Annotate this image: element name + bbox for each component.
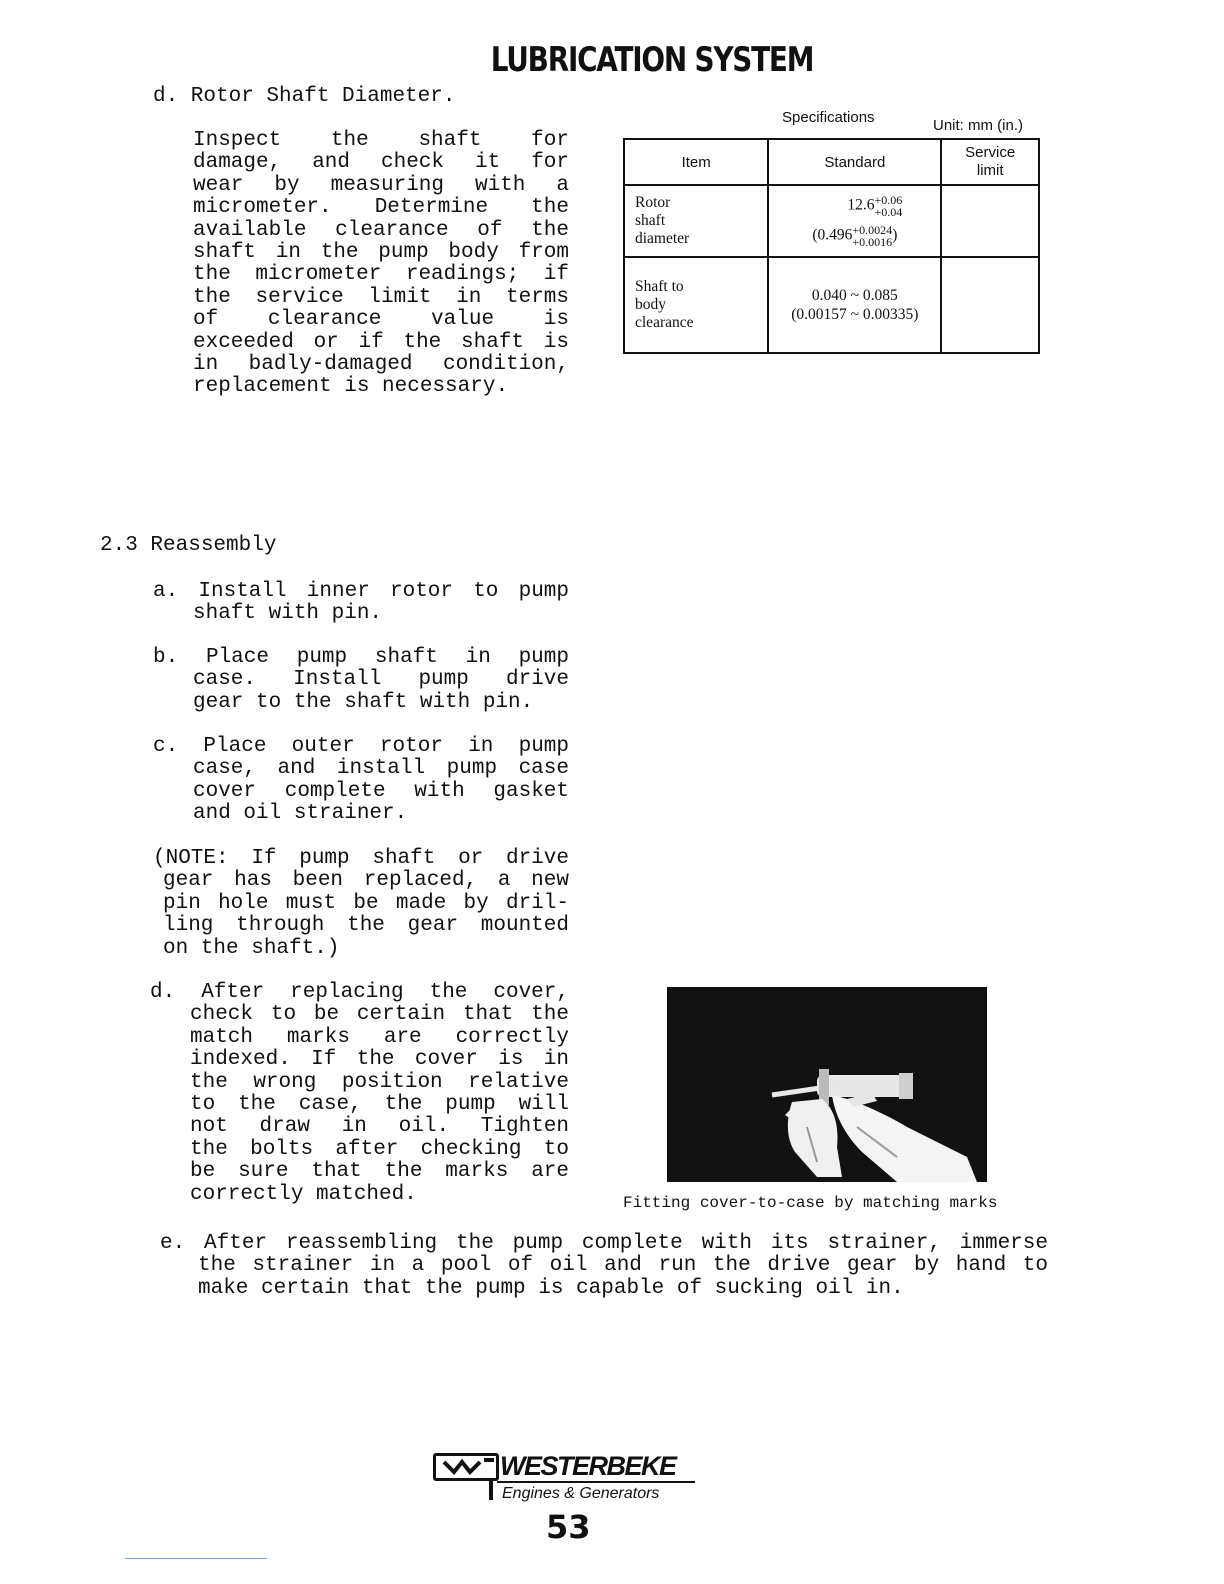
text-line: check to be certain that the (190, 1003, 569, 1027)
text-line: a. Install inner rotor to pump (153, 580, 569, 603)
unit-label: Unit: mm (in.) (933, 117, 1023, 134)
text-line: and oil strainer. (193, 802, 408, 826)
item-line: Rotor (635, 194, 671, 211)
text-line: on the shaft.) (163, 936, 340, 960)
text-line: the micrometer readings; if (193, 263, 569, 287)
item-line: shaft (635, 212, 666, 229)
logo-underline (497, 1481, 695, 1483)
step-d (150, 982, 569, 1206)
logo-wordmark: WESTERBEKE (500, 1451, 676, 1481)
item-line: clearance (635, 314, 694, 331)
text-line: cover complete with gasket (193, 779, 569, 803)
item-line: Shaft to (635, 278, 684, 295)
text-line: the strainer in a pool of oil and run the drive gear by hand to (198, 1254, 1048, 1278)
std-line: (0.00157 ~ 0.00335) (791, 306, 919, 323)
text-line: wear by measuring with a (193, 173, 569, 197)
page-number: 53 (546, 1508, 591, 1546)
tol-upper: +0.0024 (852, 223, 893, 237)
text-line: b. Place pump shaft in pump (153, 646, 569, 669)
cell-service-limit (941, 185, 1039, 257)
text-line: case, and install pump case (193, 757, 569, 781)
text-line: damage, and check it for (193, 151, 569, 175)
std-tolerance (875, 194, 903, 218)
westerbeke-logo-mark (433, 1453, 499, 1481)
logo-tagline: Engines & Generators (502, 1485, 660, 1502)
text-line: c. Place outer rotor in pump (153, 735, 569, 758)
header-item: Item (624, 139, 768, 185)
text-line: to the case, the pump will (190, 1093, 569, 1117)
text-line: the bolts after checking to (190, 1137, 569, 1161)
cell-item (624, 257, 768, 353)
figure-caption: Fitting cover-to-case by matching marks (623, 1194, 998, 1212)
cell-standard (768, 257, 941, 353)
section-d-body (193, 130, 569, 399)
table-row (624, 257, 1039, 353)
text-line: ling through the gear mounted (163, 914, 569, 938)
text-line: exceeded or if the shaft is (193, 330, 569, 354)
text-line: the service limit in terms (193, 285, 569, 309)
text-line: pin hole must be made by dril- (163, 891, 569, 915)
text-line: correctly matched. (190, 1182, 417, 1206)
text-line: available clearance of the (193, 218, 569, 242)
spec-caption: Specifications (782, 109, 875, 126)
page-title: LUBRICATION SYSTEM (490, 40, 814, 80)
section-heading-rotor-shaft: d. Rotor Shaft Diameter. (153, 85, 456, 108)
text-line: d. After replacing the cover, (150, 981, 569, 1004)
text-line: micrometer. Determine the (193, 196, 569, 220)
text-line: gear to the shaft with pin. (193, 690, 534, 714)
text-line: make certain that the pump is capable of sucking oil in. (198, 1276, 904, 1300)
step-e (160, 1233, 1048, 1300)
header-service-limit-line2: limit (976, 162, 1004, 179)
text-line: match marks are correctly (190, 1025, 569, 1049)
text-line: in badly-damaged condition, (193, 353, 569, 377)
text-line: e. After reassembling the pump complete with its strainer, immerse (160, 1232, 1048, 1255)
std-mm-value (809, 194, 940, 218)
logo-stem (489, 1480, 493, 1500)
header-standard: Standard (768, 139, 941, 185)
std-in-value (769, 224, 940, 248)
std-line: 0.040 ~ 0.085 (811, 287, 898, 304)
text-line: case. Install pump drive (193, 668, 569, 692)
header-service-limit-line1: Service (965, 144, 1016, 161)
tol-lower: +0.04 (874, 205, 903, 219)
std-in-base: (0.496 (812, 226, 853, 244)
note-block (153, 848, 569, 960)
std-in-close: ) (892, 226, 898, 244)
logo-w-icon (436, 1456, 496, 1478)
tol-upper: +0.06 (874, 193, 903, 207)
step-a (153, 581, 569, 626)
cell-item (624, 185, 768, 257)
bottom-rule (125, 1558, 267, 1559)
cell-service-limit (941, 257, 1039, 353)
table-row (624, 185, 1039, 257)
table-header-row (624, 139, 1039, 185)
text-line: (NOTE: If pump shaft or drive (153, 847, 569, 870)
tol-lower: +0.0016 (852, 235, 893, 249)
text-line: the wrong position relative (190, 1070, 569, 1094)
item-line: diameter (635, 230, 690, 247)
std-in-tolerance (852, 224, 892, 248)
spec-table (623, 138, 1040, 354)
text-line: Inspect the shaft for (193, 129, 569, 152)
step-b (153, 647, 569, 714)
text-line: gear has been replaced, a new (163, 869, 569, 893)
text-line: shaft in the pump body from (193, 241, 569, 265)
text-line: of clearance value is (193, 308, 569, 332)
text-line: indexed. If the cover is in (190, 1048, 569, 1072)
section-heading-reassembly: 2.3 Reassembly (100, 534, 277, 557)
hands-fitting-cover-image (667, 987, 987, 1182)
text-line: be sure that the marks are (190, 1160, 569, 1184)
pump-cover-photo (667, 987, 987, 1182)
std-base: 12.6 (847, 196, 875, 214)
text-line: not draw in oil. Tighten (190, 1115, 569, 1139)
item-line: body (635, 296, 666, 313)
header-service-limit (941, 139, 1039, 185)
text-line: replacement is necessary. (193, 375, 509, 399)
step-c (153, 736, 569, 826)
cell-standard (768, 185, 941, 257)
text-line: shaft with pin. (193, 602, 383, 626)
